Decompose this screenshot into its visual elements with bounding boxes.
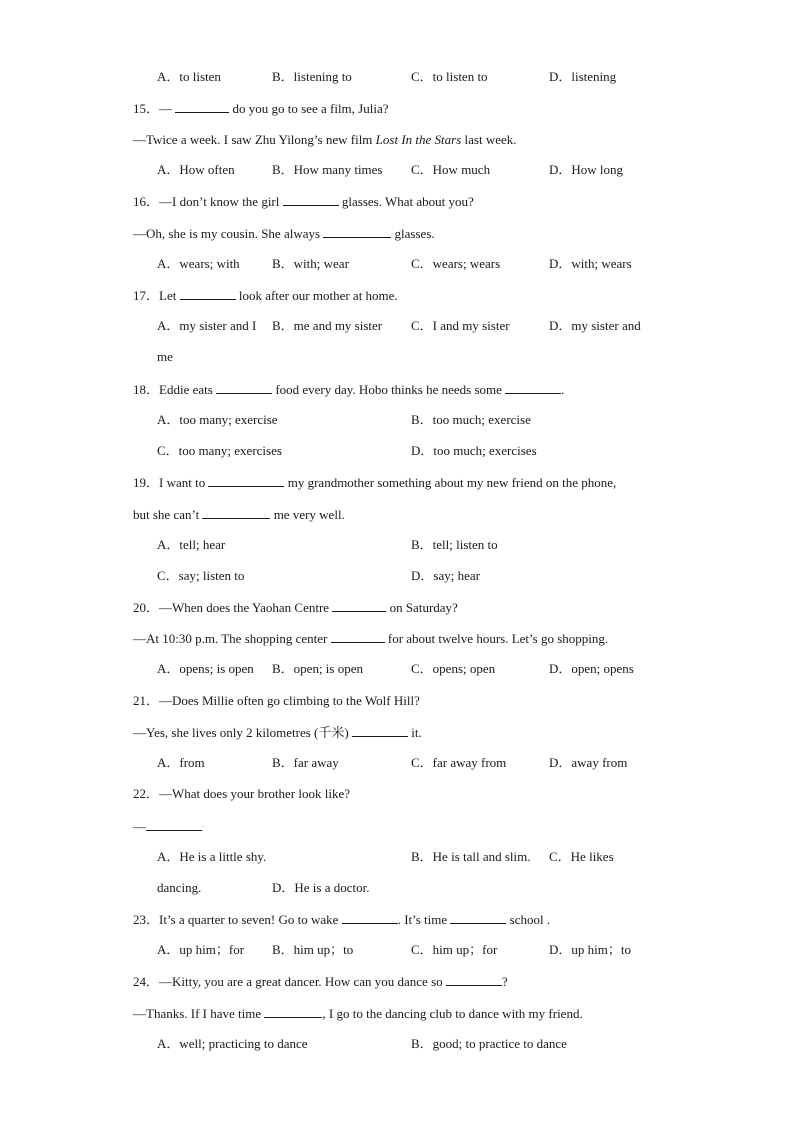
q19-option-d[interactable]: D．say; hear bbox=[411, 568, 480, 583]
q22-response bbox=[133, 818, 202, 834]
q24-stem-b: ? bbox=[501, 974, 508, 989]
q20-response bbox=[133, 630, 608, 646]
q24-stem-a: —Kitty, you are a great dancer. How can you dance so bbox=[159, 974, 446, 989]
question-number: 24． bbox=[133, 974, 160, 989]
q23-option-c[interactable]: C．him up；for bbox=[411, 942, 498, 957]
q23-stem bbox=[133, 911, 550, 927]
q22-option-c-cont: dancing. bbox=[157, 880, 202, 895]
q15-response bbox=[133, 132, 517, 148]
q24-option-a[interactable]: A．well; practicing to dance bbox=[157, 1036, 308, 1051]
question-number: 23． bbox=[133, 912, 160, 927]
q16-option-a[interactable]: A．wears; with bbox=[157, 256, 240, 271]
q21-option-b[interactable]: B．far away bbox=[272, 755, 339, 770]
q15-option-c[interactable]: C．How much bbox=[411, 162, 491, 177]
q19-stem-a: I want to bbox=[159, 475, 209, 490]
q15-resp-a: —Twice a week. I saw Zhu Yilong’s new film bbox=[133, 132, 376, 147]
q18-option-d[interactable]: D．too much; exercises bbox=[411, 443, 537, 458]
question-number: 17． bbox=[133, 288, 160, 303]
q17-option-b[interactable]: B．me and my sister bbox=[272, 318, 383, 333]
q17-option-d-cont: me bbox=[157, 349, 173, 364]
q19-option-b[interactable]: B．tell; listen to bbox=[411, 537, 498, 552]
q19-stem-line2 bbox=[133, 506, 345, 522]
answer-blank bbox=[283, 193, 339, 206]
q15-option-b[interactable]: B．How many times bbox=[272, 162, 383, 177]
answer-blank bbox=[331, 630, 385, 643]
answer-blank bbox=[208, 474, 284, 487]
q19-line2-a: but she can’t bbox=[133, 507, 203, 522]
q19-option-a[interactable]: A．tell; hear bbox=[157, 537, 226, 552]
q18-stem-c: . bbox=[561, 382, 565, 397]
q22-option-d[interactable]: D．He is a doctor. bbox=[272, 880, 370, 895]
q18-option-a[interactable]: A．too many; exercise bbox=[157, 412, 278, 427]
q16-option-c[interactable]: C．wears; wears bbox=[411, 256, 501, 271]
question-number: 18． bbox=[133, 382, 160, 397]
q16-option-b[interactable]: B．with; wear bbox=[272, 256, 349, 271]
q24-resp-a: —Thanks. If I have time bbox=[133, 1006, 265, 1021]
q23-option-b[interactable]: B．him up；to bbox=[272, 942, 354, 957]
film-title: Lost In the Stars bbox=[375, 132, 462, 147]
q22-stem-text: —What does your brother look like? bbox=[159, 786, 350, 801]
answer-blank bbox=[342, 911, 398, 924]
q17-option-a[interactable]: A．my sister and I bbox=[157, 318, 257, 333]
q22-option-c[interactable]: C．He likes bbox=[549, 849, 614, 864]
q17-stem-b: look after our mother at home. bbox=[235, 288, 398, 303]
answer-blank bbox=[264, 1005, 322, 1018]
q23-option-d[interactable]: D．up him；to bbox=[549, 942, 631, 957]
answer-blank bbox=[332, 599, 386, 612]
q14-option-c[interactable]: C．to listen to bbox=[411, 69, 488, 84]
q20-option-a[interactable]: A．opens; is open bbox=[157, 661, 254, 676]
q16-resp-a: —Oh, she is my cousin. She always bbox=[133, 226, 324, 241]
q14-option-a[interactable]: A．to listen bbox=[157, 69, 221, 84]
q24-option-b[interactable]: B．good; to practice to dance bbox=[411, 1036, 567, 1051]
q20-resp-b: for about twelve hours. Let’s go shopping. bbox=[384, 631, 609, 646]
q20-option-d[interactable]: D．open; opens bbox=[549, 661, 634, 676]
question-number: 19． bbox=[133, 475, 160, 490]
answer-blank bbox=[446, 973, 502, 986]
q20-stem-a: —When does the Yaohan Centre bbox=[159, 600, 333, 615]
q24-resp-b: , I go to the dancing club to dance with my friend. bbox=[322, 1006, 583, 1021]
q17-option-d[interactable]: D．my sister and bbox=[549, 318, 641, 333]
answer-blank bbox=[146, 818, 202, 831]
q21-option-d[interactable]: D．away from bbox=[549, 755, 628, 770]
q19-option-c[interactable]: C．say; listen to bbox=[157, 568, 245, 583]
q20-stem-b: on Saturday? bbox=[386, 600, 458, 615]
q24-stem bbox=[133, 973, 508, 989]
q23-option-a[interactable]: A．up him；for bbox=[157, 942, 245, 957]
answer-blank bbox=[505, 381, 561, 394]
q21-resp-b: it. bbox=[407, 725, 422, 740]
q16-response bbox=[133, 225, 435, 241]
question-number: 15． bbox=[133, 101, 160, 116]
q17-stem bbox=[133, 287, 398, 303]
q14-option-d[interactable]: D．listening bbox=[549, 69, 617, 84]
q17-option-c[interactable]: C．I and my sister bbox=[411, 318, 510, 333]
q21-stem bbox=[133, 693, 420, 709]
q18-stem bbox=[133, 381, 564, 397]
q18-option-c[interactable]: C．too many; exercises bbox=[157, 443, 282, 458]
q21-stem-text: —Does Millie often go climbing to the Wolf Hill? bbox=[159, 693, 420, 708]
answer-blank bbox=[175, 100, 229, 113]
q23-stem-b: . It’s time bbox=[397, 912, 451, 927]
q22-stem bbox=[133, 786, 350, 802]
q24-response bbox=[133, 1005, 583, 1021]
q20-resp-a: —At 10:30 p.m. The shopping center bbox=[133, 631, 331, 646]
q22-resp: — bbox=[133, 819, 146, 834]
question-number: 22． bbox=[133, 786, 160, 801]
q21-option-c[interactable]: C．far away from bbox=[411, 755, 507, 770]
q22-option-b[interactable]: B．He is tall and slim. bbox=[411, 849, 531, 864]
q23-stem-c: school . bbox=[506, 912, 551, 927]
q19-stem-b: my grandmother something about my new friend on the phone, bbox=[284, 475, 617, 490]
answer-blank bbox=[180, 287, 236, 300]
answer-blank bbox=[202, 506, 270, 519]
q16-resp-b: glasses. bbox=[391, 226, 435, 241]
q15-option-d[interactable]: D．How long bbox=[549, 162, 624, 177]
answer-blank bbox=[216, 381, 272, 394]
question-number: 16． bbox=[133, 194, 160, 209]
answer-blank bbox=[323, 225, 391, 238]
q15-stem-b: do you go to see a film, Julia? bbox=[229, 101, 389, 116]
q18-stem-a: Eddie eats bbox=[159, 382, 217, 397]
q14-option-b[interactable]: B．listening to bbox=[272, 69, 352, 84]
q23-stem-a: It’s a quarter to seven! Go to wake bbox=[159, 912, 342, 927]
q22-option-a[interactable]: A．He is a little shy. bbox=[157, 849, 267, 864]
q16-option-d[interactable]: D．with; wears bbox=[549, 256, 632, 271]
q15-stem-a: — bbox=[159, 101, 176, 116]
q19-line2-b: me very well. bbox=[270, 507, 345, 522]
q16-stem-b: glasses. What about you? bbox=[338, 194, 474, 209]
q16-stem bbox=[133, 193, 474, 209]
answer-blank bbox=[352, 724, 408, 737]
q21-response bbox=[133, 724, 422, 740]
q18-stem-b: food every day. Hobo thinks he needs some bbox=[272, 382, 506, 397]
q19-stem bbox=[133, 474, 616, 490]
q15-option-a[interactable]: A．How often bbox=[157, 162, 235, 177]
q20-option-b[interactable]: B．open; is open bbox=[272, 661, 363, 676]
q15-resp-b: last week. bbox=[461, 132, 517, 147]
q15-stem bbox=[133, 100, 388, 116]
q20-option-c[interactable]: C．opens; open bbox=[411, 661, 496, 676]
q20-stem bbox=[133, 599, 458, 615]
q18-option-b[interactable]: B．too much; exercise bbox=[411, 412, 531, 427]
q17-stem-a: Let bbox=[159, 288, 180, 303]
question-number: 20． bbox=[133, 600, 160, 615]
q21-resp-a: —Yes, she lives only 2 kilometres (千米) bbox=[133, 725, 352, 740]
q16-stem-a: —I don’t know the girl bbox=[159, 194, 283, 209]
question-number: 21． bbox=[133, 693, 160, 708]
q21-option-a[interactable]: A．from bbox=[157, 755, 205, 770]
answer-blank bbox=[450, 911, 506, 924]
